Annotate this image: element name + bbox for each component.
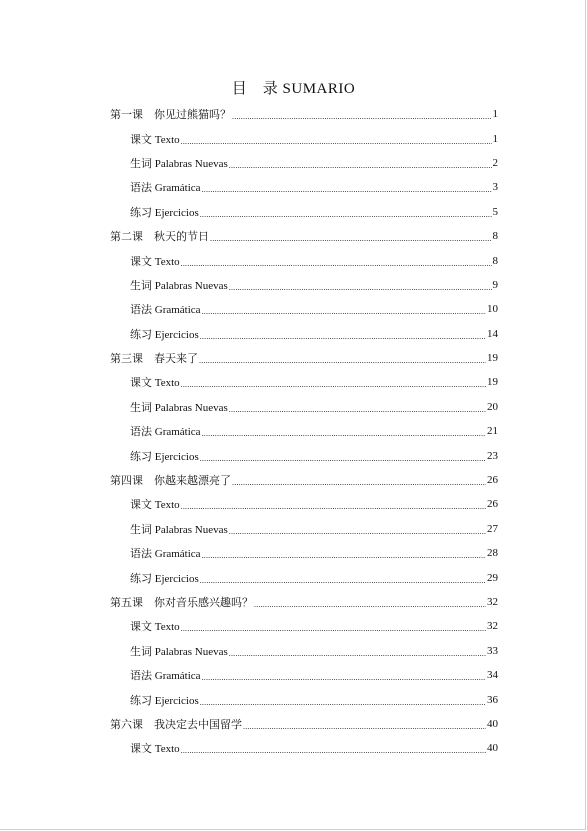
toc-entry-label: 生词 Palabras Nuevas [130,279,228,292]
toc-lesson-entry[interactable] [110,346,498,370]
toc-page-number: 20 [487,400,498,413]
toc-page-number: 34 [487,669,498,682]
toc-entry-label: 生词 Palabras Nuevas [130,645,228,658]
toc-entry-label: 课文 Texto [130,499,180,512]
toc-page-number: 26 [487,474,498,487]
dot-leader [181,503,486,511]
dot-leader [202,674,486,682]
dot-leader [229,162,492,170]
toc-subentry[interactable] [110,200,498,224]
toc-page-number: 19 [487,352,498,365]
toc-subentry[interactable] [110,126,498,150]
toc-entry-label: 生词 Palabras Nuevas [130,523,228,536]
dot-leader [181,381,486,389]
toc-subentry[interactable] [110,395,498,419]
toc-subentry[interactable] [110,273,498,297]
toc-entry-label: 练习 Ejercicios [130,694,199,707]
toc-entry-label: 语法 Gramática [130,182,201,195]
dot-leader [181,260,492,268]
toc-subentry[interactable] [110,492,498,516]
dot-leader [181,625,486,633]
dot-leader [229,650,486,658]
toc-page-number: 23 [487,449,498,462]
toc-subentry[interactable] [110,687,498,711]
toc-entry-label: 生词 Palabras Nuevas [130,157,228,170]
toc-subentry[interactable] [110,736,498,760]
page-title: 目 录 SUMARIO [231,81,356,97]
toc-lesson-entry[interactable] [110,712,498,736]
toc-page-number: 3 [492,181,498,194]
dot-leader [200,455,486,463]
toc-page-number: 27 [487,522,498,535]
toc-subentry[interactable] [110,370,498,394]
toc-page-number: 32 [487,596,498,608]
dot-leader [181,747,486,755]
toc-subentry[interactable] [110,541,498,565]
dot-leader [199,357,486,365]
toc-entry-label: 第二课 秋天的节日 [110,231,209,244]
toc-entry-label: 第四课 你越来越漂亮了 [110,475,231,488]
dot-leader [200,333,486,341]
toc-lesson-entry[interactable] [110,224,498,248]
toc-entry-label: 语法 Gramática [130,426,201,439]
dot-leader [210,235,492,243]
dot-leader [254,601,486,609]
toc-lesson-entry[interactable] [110,468,498,492]
dot-leader [200,211,492,219]
toc-subentry[interactable] [110,322,498,346]
toc-page-number: 40 [487,717,498,730]
toc-page-number: 9 [492,278,498,291]
toc-page-number: 19 [487,376,498,389]
toc-entry-label: 练习 Ejercicios [130,206,199,219]
toc-page-number: 28 [487,547,498,560]
dot-leader [232,113,492,121]
toc-entry-label: 练习 Ejercicios [130,450,199,463]
toc-entry-label: 第三课 春天来了 [110,353,198,366]
toc-subentry[interactable] [110,175,498,199]
dot-leader [202,186,492,194]
dot-leader [200,577,486,585]
toc-page-number: 36 [487,693,498,706]
dot-leader [229,406,486,414]
toc-entry-label: 课文 Texto [130,255,180,268]
toc-page-number: 14 [487,327,498,340]
toc-lesson-entry[interactable] [110,590,498,614]
toc-subentry[interactable] [110,151,498,175]
toc-subentry[interactable] [110,297,498,321]
toc-subentry[interactable] [110,663,498,687]
toc-subentry[interactable] [110,517,498,541]
toc-entry-label: 课文 Texto [130,377,180,390]
dot-leader [181,138,492,146]
toc-entry-label: 练习 Ejercicios [130,572,199,585]
toc-page-number: 1 [492,108,498,121]
toc-subentry[interactable] [110,443,498,467]
toc-entry-label: 第五课 你对音乐感兴趣吗？ [110,597,253,609]
toc-page-number: 1 [492,132,498,145]
toc-subentry[interactable] [110,639,498,663]
toc-page-number: 21 [487,425,498,438]
toc-page-number: 40 [487,742,498,755]
toc-page-number: 26 [487,498,498,511]
dot-leader [232,479,486,487]
toc-subentry[interactable] [110,565,498,589]
dot-leader [202,430,486,438]
toc-page-number: 5 [492,205,498,218]
dot-leader [202,308,486,316]
toc-entry-label: 语法 Gramática [130,304,201,317]
toc-entry-label: 第六课 我决定去中国留学 [110,718,242,731]
dot-leader [243,723,486,731]
toc-page-number: 8 [492,254,498,267]
toc-page-number: 32 [487,620,498,633]
dot-leader [202,552,486,560]
toc-page-number: 10 [487,303,498,316]
toc-page-number: 8 [492,230,498,243]
toc-subentry[interactable] [110,419,498,443]
toc-entry-label: 课文 Texto [130,621,180,634]
dot-leader [229,528,486,536]
toc-entry-label: 课文 Texto [130,743,180,756]
toc-page-number: 2 [492,156,498,169]
toc-lesson-entry[interactable] [110,102,498,126]
toc-entry-label: 生词 Palabras Nuevas [130,401,228,414]
toc-page-number: 29 [487,571,498,584]
table-of-contents [110,102,498,761]
toc-entry-label: 语法 Gramática [130,548,201,561]
toc-entry-label: 练习 Ejercicios [130,328,199,341]
toc-subentry[interactable] [110,614,498,638]
toc-entry-label: 第一课 你见过熊猫吗？ [110,109,231,122]
toc-subentry[interactable] [110,248,498,272]
dot-leader [229,284,492,292]
toc-page-number: 33 [487,644,498,657]
toc-entry-label: 课文 Texto [130,133,180,146]
toc-entry-label: 语法 Gramática [130,670,201,683]
dot-leader [200,699,486,707]
